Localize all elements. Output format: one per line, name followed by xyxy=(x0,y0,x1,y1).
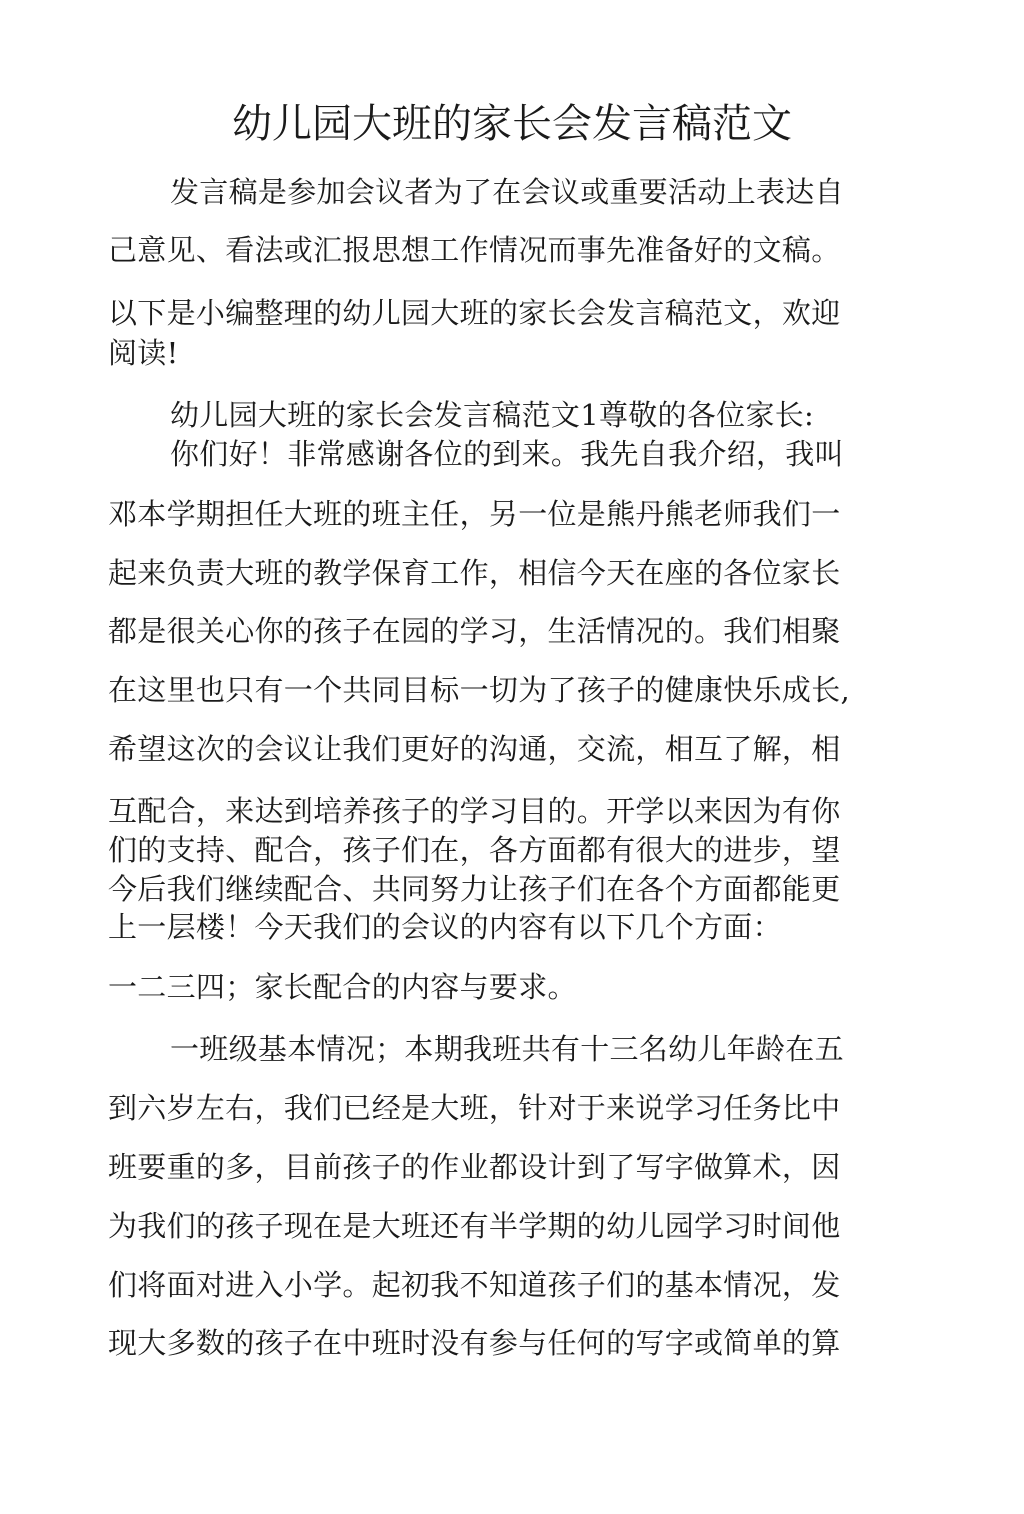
body-line: 一班级基本情况；本期我班共有十三名幼儿年龄在五 xyxy=(170,1032,844,1066)
body-line: 都是很关心你的孩子在园的学习，生活情况的。我们相聚 xyxy=(108,614,841,648)
body-line: 邓本学期担任大班的班主任，另一位是熊丹熊老师我们一 xyxy=(108,497,841,531)
body-line: 阅读! xyxy=(108,336,179,370)
body-line: 希望这次的会议让我们更好的沟通，交流，相互了解，相 xyxy=(108,732,841,766)
body-line: 幼儿园大班的家长会发言稿范文1尊敬的各位家长: xyxy=(170,398,815,432)
body-line: 上一层楼！今天我们的会议的内容有以下几个方面： xyxy=(108,910,782,944)
body-line: 们将面对进入小学。起初我不知道孩子们的基本情况，发 xyxy=(108,1268,841,1302)
body-line: 以下是小编整理的幼儿园大班的家长会发言稿范文，欢迎 xyxy=(108,296,841,330)
body-line: 到六岁左右，我们已经是大班，针对于来说学习任务比中 xyxy=(108,1091,841,1125)
body-line: 互配合，来达到培养孩子的学习目的。开学以来因为有你 xyxy=(108,794,841,828)
body-line: 一二三四；家长配合的内容与要求。 xyxy=(108,970,577,1004)
body-line: 们的支持、配合，孩子们在，各方面都有很大的进步，望 xyxy=(108,833,841,867)
body-line: 起来负责大班的教学保育工作，相信今天在座的各位家长 xyxy=(108,556,841,590)
body-line: 你们好！非常感谢各位的到来。我先自我介绍，我叫 xyxy=(170,437,844,471)
body-line: 为我们的孩子现在是大班还有半学期的幼儿园学习时间他 xyxy=(108,1209,841,1243)
body-line: 今后我们继续配合、共同努力让孩子们在各个方面都能更 xyxy=(108,872,841,906)
body-line: 班要重的多，目前孩子的作业都设计到了写字做算术，因 xyxy=(108,1150,841,1184)
body-line: 己意见、看法或汇报思想工作情况而事先准备好的文稿。 xyxy=(108,233,841,267)
document-title: 幼儿园大班的家长会发言稿范文 xyxy=(232,101,792,147)
body-line: 发言稿是参加会议者为了在会议或重要活动上表达自 xyxy=(170,175,844,209)
body-line: 在这里也只有一个共同目标一切为了孩子的健康快乐成长, xyxy=(108,673,851,707)
body-line: 现大多数的孩子在中班时没有参与任何的写字或简单的算 xyxy=(108,1326,841,1360)
